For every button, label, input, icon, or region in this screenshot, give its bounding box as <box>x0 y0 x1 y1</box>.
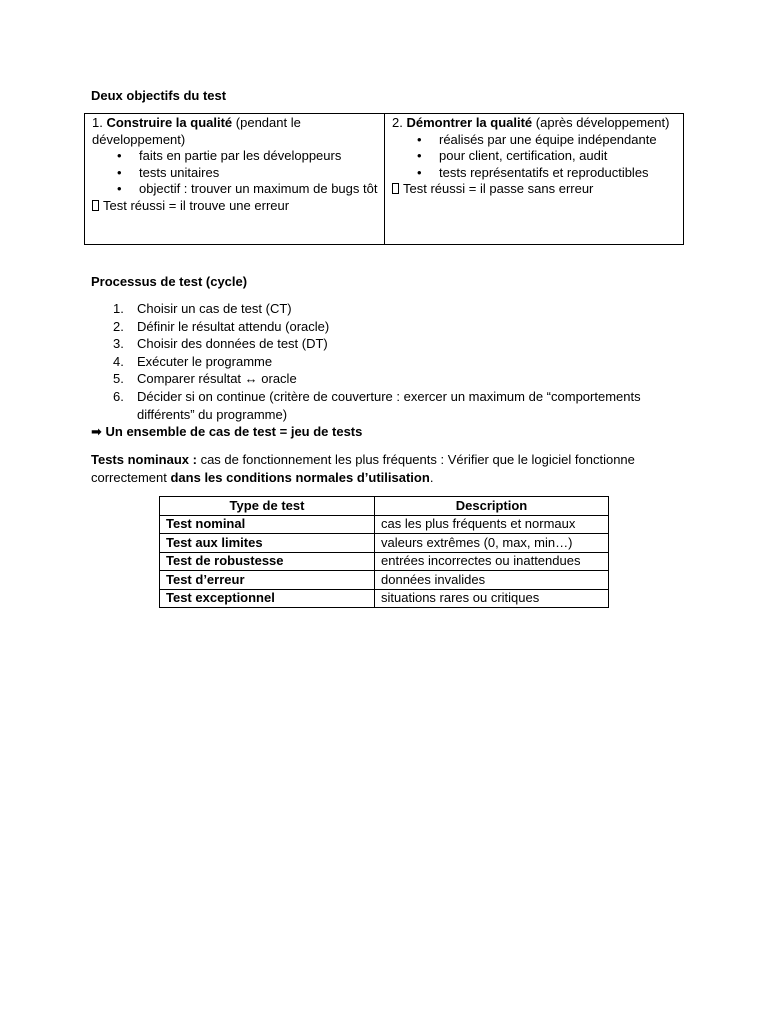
bullet-item: • pour client, certification, audit <box>392 148 677 165</box>
test-type-cell: Test exceptionnel <box>160 589 375 608</box>
list-item <box>91 388 671 423</box>
missing-glyph-icon <box>92 200 99 211</box>
objective-title: Démontrer la qualité <box>406 115 533 130</box>
nominal-tests-paragraph <box>91 451 671 487</box>
objective-result-text: Test réussi = il passe sans erreur <box>403 181 594 196</box>
list-item <box>91 353 671 371</box>
objective-demonstrate-quality-bullets <box>392 132 677 182</box>
test-type-cell: Test de robustesse <box>160 552 375 571</box>
nominal-text: cas de fonctionnement les plus fréquents : Vérifier que le logiciel fonctionne correctement <box>91 452 635 485</box>
objective-build-quality-bullets <box>92 148 378 198</box>
nominal-emphasis: dans les conditions normales d’utilisation <box>170 470 430 485</box>
list-item <box>91 370 671 388</box>
list-item <box>91 335 671 353</box>
table-row <box>160 589 609 608</box>
description-cell: valeurs extrêmes (0, max, min…) <box>375 534 609 553</box>
step-text: Décider si on continue (critère de couverture : exercer un maximum de “comportements différents” du programme) <box>137 388 641 422</box>
step-number: 1. <box>113 301 124 316</box>
step-text: Choisir des données de test (DT) <box>137 336 328 352</box>
section-title-objectives: Deux objectifs du test <box>91 88 227 103</box>
bullet-item: • faits en partie par les développeurs <box>92 148 378 165</box>
objective-result <box>392 181 677 198</box>
table-row <box>160 571 609 590</box>
objective-subtitle: (après développement) <box>532 115 670 130</box>
description-cell: situations rares ou critiques <box>375 589 609 608</box>
list-item <box>91 300 671 318</box>
test-types-table <box>159 496 609 608</box>
test-type-cell: Test nominal <box>160 515 375 534</box>
step-text: Définir le résultat attendu (oracle) <box>137 318 330 334</box>
step-number: 4. <box>113 353 124 369</box>
step-number: 6. <box>113 388 124 404</box>
objective-number: 2. <box>392 115 407 130</box>
section-title-process: Processus de test (cycle) <box>91 274 248 289</box>
description-cell: cas les plus fréquents et normaux <box>375 515 609 534</box>
test-type-cell: Test aux limites <box>160 534 375 553</box>
column-header-description: Description <box>375 497 609 516</box>
step-text: Comparer résultat ↔ oracle <box>137 371 297 387</box>
objective-number: 1. <box>92 115 107 130</box>
bullet-item: • objectif : trouver un maximum de bugs tôt <box>92 181 378 198</box>
table-row <box>160 515 609 534</box>
objective-title: Construire la qualité <box>106 115 233 130</box>
nominal-label: Tests nominaux : <box>91 452 197 467</box>
table-row <box>160 552 609 571</box>
step-text: Choisir un cas de test (CT) <box>137 301 292 316</box>
description-cell: données invalides <box>375 571 609 590</box>
objective-build-quality-heading <box>92 115 378 148</box>
objectives-table <box>84 113 684 245</box>
process-conclusion: ➡ Un ensemble de cas de test = jeu de tests <box>91 424 363 440</box>
objective-subtitle: (pendant le développement) <box>92 115 301 147</box>
list-item <box>91 318 671 336</box>
objective-result <box>92 198 378 215</box>
step-number: 5. <box>113 371 124 387</box>
bullet-item: • tests représentatifs et reproductibles <box>392 165 677 182</box>
test-type-cell: Test d’erreur <box>160 571 375 590</box>
objective-demonstrate-quality <box>384 114 683 244</box>
objective-result-text: Test réussi = il trouve une erreur <box>103 197 290 213</box>
bullet-item: • réalisés par une équipe indépendante <box>392 132 677 149</box>
bullet-item: • tests unitaires <box>92 165 378 182</box>
objective-build-quality <box>85 114 384 244</box>
nominal-end: . <box>429 470 434 485</box>
missing-glyph-icon <box>392 183 399 194</box>
objective-demonstrate-quality-heading <box>392 115 677 132</box>
step-text: Exécuter le programme <box>137 353 273 369</box>
table-row <box>160 534 609 553</box>
process-steps-list <box>91 300 671 441</box>
description-cell: entrées incorrectes ou inattendues <box>375 552 609 571</box>
step-number: 3. <box>113 336 124 352</box>
table-header-row <box>160 497 609 516</box>
step-number: 2. <box>113 318 124 334</box>
column-header-type: Type de test <box>160 497 375 516</box>
